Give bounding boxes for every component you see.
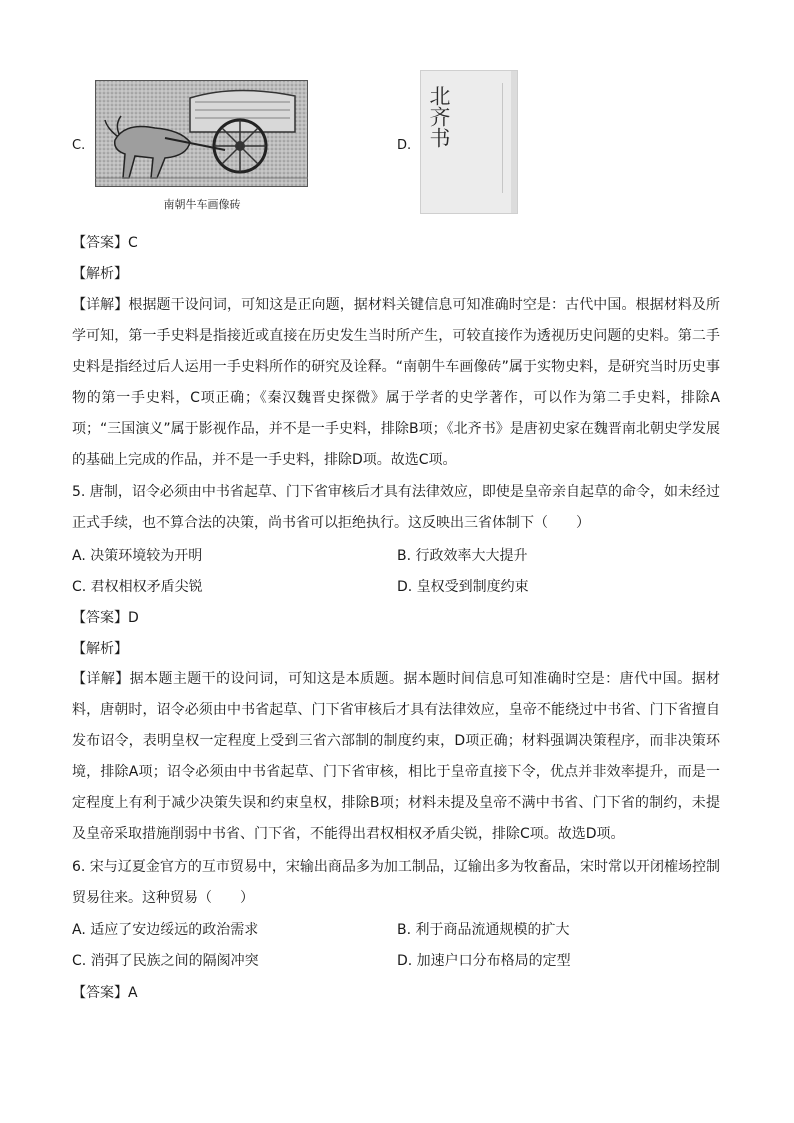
book-spine-line: [502, 83, 503, 193]
q6-answer: 【答案】A: [72, 985, 138, 1001]
ox-cart-brick-drawing: [95, 80, 308, 187]
q6-option-b[interactable]: B. 利于商品流通规模的扩大: [397, 922, 570, 938]
q4-answer: 【答案】C: [72, 235, 138, 251]
q5-option-d[interactable]: D. 皇权受到制度约束: [397, 579, 529, 595]
q5-stem: 5. 唐制，诏令必须由中书省起草、门下省审核后才具有法律效应，即使是皇帝亲自起草的命令，如未经过正式手续，也不算合法的决策，尚书省可以拒绝执行。这反映出三省体制下（ ）: [72, 484, 720, 531]
option-c-label: C.: [72, 138, 86, 153]
q6-option-a[interactable]: A. 适应了安边绥远的政治需求: [72, 922, 259, 938]
bei-qi-shu-book-cover: [420, 70, 518, 214]
q6-option-d[interactable]: D. 加速户口分布格局的定型: [397, 953, 571, 969]
q5-analysis-label: 【解析】: [72, 641, 128, 657]
option-d-label: D.: [397, 138, 412, 153]
q6-option-c[interactable]: C. 消弭了民族之间的隔阂冲突: [72, 953, 259, 969]
q5-answer: 【答案】D: [72, 610, 139, 626]
ox-cart-brick-caption: 南朝牛车画像砖: [163, 198, 241, 211]
q5-option-c[interactable]: C. 君权相权矛盾尖锐: [72, 579, 203, 595]
q4-analysis-label: 【解析】: [72, 266, 128, 282]
q5-option-b[interactable]: B. 行政效率大大提升: [397, 548, 528, 564]
book-cover-title: 北齐书: [427, 85, 451, 148]
q6-stem: 6. 宋与辽夏金官方的互市贸易中，宋输出商品多为加工制品，辽输出多为牧畜品，宋时常以开闭榷场控制贸易往来。这种贸易（ ）: [72, 859, 720, 906]
q4-detail-paragraph: 【详解】根据题干设问词，可知这是正向题，据材料关键信息可知准确时空是：古代中国。根据材料及所学可知，第一手史料是指接近或直接在历史发生当时所产生，可较直接作为透视历史问题的史料。第二手史料是指经过后人运用一手史料所作的研究及诠释。“南朝牛车画像砖”属于实物史料，是研究当时历史事物的第一手史料，C项正确；《秦汉魏晋史探微》属于学者的史学著作，可以作为第二手史料，排除A项；“三国演义”属于影视作品，并不是一手史料，排除B项；《北齐书》是唐初史家在魏晋南北朝史学发展的基础上完成的作品，并不是一手史料，排除D项。故选C项。: [72, 297, 720, 468]
q5-detail-paragraph: 【详解】据本题主题干的设问词，可知这是本质题。据本题时间信息可知准确时空是：唐代中国。据材料，唐朝时，诏令必须由中书省起草、门下省审核后才具有法律效应，皇帝不能绕过中书省、门下省擅自发布诏令，表明皇权一定程度上受到三省六部制的制度约束，D项正确；材料强调决策程序，而非决策环境，排除A项；诏令必须由中书省起草、门下省审核，相比于皇帝直接下令，优点并非效率提升，而是一定程度上有利于减少决策失误和约束皇权，排除B项；材料未提及皇帝不满中书省、门下省的制约，未提及皇帝采取措施削弱中书省、门下省，不能得出君权相权矛盾尖锐，排除C项。故选D项。: [72, 671, 720, 842]
q5-option-a[interactable]: A. 决策环境较为开明: [72, 548, 203, 564]
ox-cart-brick-image: [95, 80, 308, 187]
